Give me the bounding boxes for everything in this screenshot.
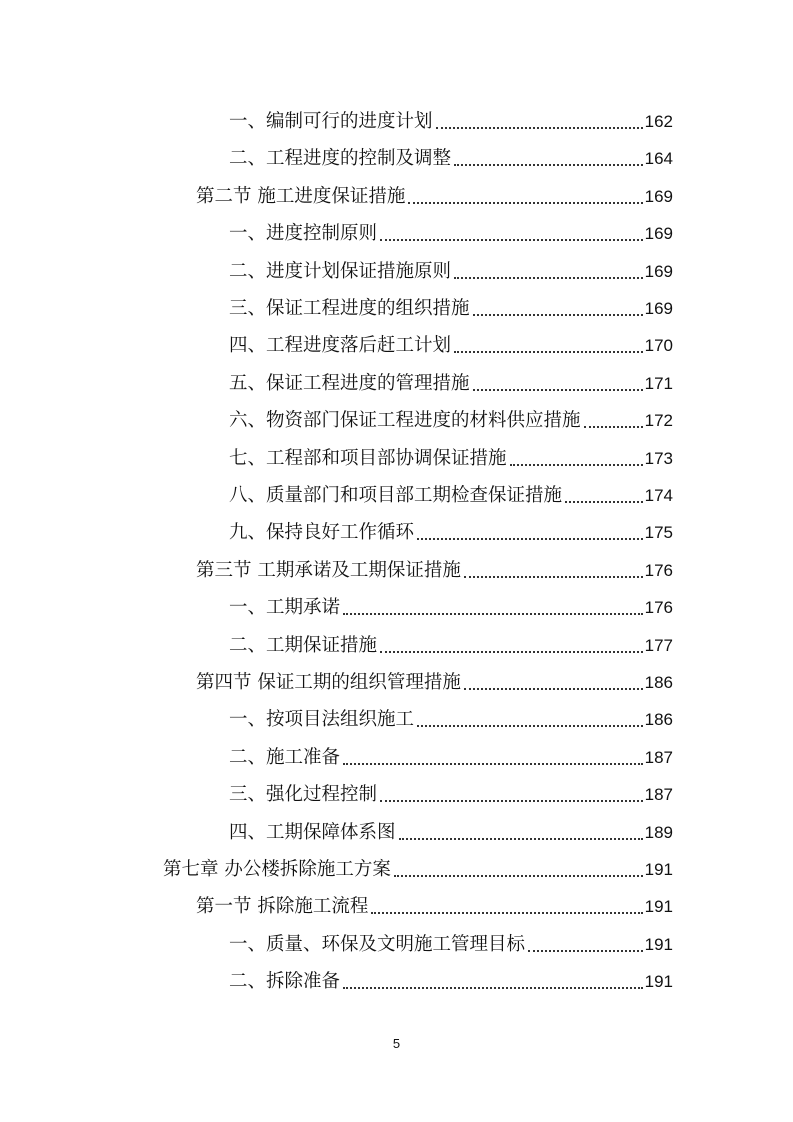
- dot-leader: [394, 874, 643, 877]
- toc-entry[interactable]: [196, 661, 673, 695]
- dot-leader: [454, 350, 643, 353]
- toc-entry-page: 176: [644, 598, 673, 618]
- toc-entry-title: 二、工程进度的控制及调整: [229, 148, 452, 170]
- toc-entry[interactable]: [229, 324, 673, 358]
- toc-entry-page: 169: [644, 186, 673, 206]
- toc-entry-page: 164: [644, 149, 673, 169]
- dot-leader: [454, 276, 643, 279]
- toc-entry-page: 169: [644, 261, 673, 281]
- dot-leader: [380, 650, 643, 653]
- toc-entry-title: 第三节 工期承诺及工期保证措施: [196, 559, 461, 581]
- toc-entry[interactable]: [229, 100, 673, 134]
- toc-entry-page: 170: [644, 336, 673, 356]
- toc-entry-title: 一、按项目法组织施工: [229, 709, 415, 731]
- dot-leader: [565, 500, 643, 503]
- toc-entry-title: 第一节 拆除施工流程: [196, 896, 369, 918]
- toc-entry-title: 二、工期保证措施: [229, 634, 378, 656]
- toc-entry-page: 191: [644, 934, 673, 954]
- toc-entry-title: 第七章 办公楼拆除施工方案: [163, 859, 391, 880]
- toc-entry-title: 一、编制可行的进度计划: [229, 111, 433, 132]
- toc-entry[interactable]: [229, 773, 673, 807]
- toc-entry[interactable]: [196, 885, 673, 919]
- toc-entry[interactable]: [229, 212, 673, 246]
- toc-entry-page: 191: [644, 897, 673, 917]
- toc-entry[interactable]: [163, 848, 673, 882]
- dot-leader: [436, 126, 643, 129]
- dot-leader: [473, 388, 643, 391]
- dot-leader: [528, 949, 643, 952]
- toc-entry-title: 第二节 施工进度保证措施: [196, 185, 406, 207]
- toc-entry[interactable]: [229, 624, 673, 658]
- dot-leader: [380, 799, 643, 802]
- toc-entry[interactable]: [229, 137, 673, 171]
- toc-entry-page: 174: [644, 486, 673, 505]
- dot-leader: [510, 463, 643, 466]
- toc-entry-page: 189: [644, 822, 673, 842]
- toc-entry-title: 三、强化过程控制: [229, 784, 378, 806]
- toc-entry-title: 二、施工准备: [229, 746, 341, 768]
- dot-leader: [464, 575, 643, 578]
- dot-leader: [454, 163, 643, 166]
- toc-entry-page: 191: [644, 972, 673, 992]
- dot-leader: [371, 911, 642, 914]
- toc-entry-page: 169: [644, 299, 673, 318]
- toc-entry[interactable]: [229, 287, 673, 321]
- toc-entry[interactable]: [229, 362, 673, 396]
- toc-entry[interactable]: [229, 586, 673, 620]
- toc-entry-page: 171: [644, 373, 673, 393]
- dot-leader: [380, 238, 643, 241]
- toc-entry-page: 172: [644, 411, 673, 431]
- toc-entry-page: 187: [644, 785, 673, 805]
- toc-entry-page: 191: [644, 860, 673, 879]
- dot-leader: [399, 837, 643, 840]
- toc-entry[interactable]: [229, 960, 673, 994]
- toc-entry[interactable]: [229, 399, 673, 433]
- toc-entry-title: 八、质量部门和项目部工期检查保证措施: [229, 485, 563, 506]
- toc-entry-page: 187: [644, 747, 673, 767]
- dot-leader: [464, 687, 643, 690]
- toc-entry[interactable]: [229, 437, 673, 471]
- toc-entry[interactable]: [229, 698, 673, 732]
- toc-entry[interactable]: [229, 250, 673, 284]
- toc-entry-page: 176: [644, 560, 673, 580]
- toc-entry-page: 177: [644, 635, 673, 655]
- toc-entry-title: 九、保持良好工作循环: [229, 522, 415, 544]
- toc-entry[interactable]: [229, 474, 673, 508]
- toc-entry-title: 第四节 保证工期的组织管理措施: [196, 672, 461, 693]
- toc-entry-page: 173: [644, 448, 673, 468]
- toc-entry[interactable]: [196, 175, 673, 209]
- dot-leader: [417, 537, 643, 540]
- toc-entry-title: 四、工程进度落后赶工计划: [229, 335, 452, 357]
- dot-leader: [343, 762, 643, 765]
- toc-entry-page: 162: [644, 112, 673, 131]
- toc-entry-page: 186: [644, 673, 673, 692]
- toc-entry-title: 六、物资部门保证工程进度的材料供应措施: [229, 410, 581, 432]
- toc-entry-page: 186: [644, 710, 673, 730]
- toc-entry-title: 七、工程部和项目部协调保证措施: [229, 447, 507, 469]
- page-number: 5: [392, 1036, 401, 1051]
- toc-entry-title: 五、保证工程进度的管理措施: [229, 372, 470, 394]
- toc-entry-page: 175: [644, 523, 673, 543]
- toc-entry-title: 二、拆除准备: [229, 971, 341, 993]
- toc-entry-title: 四、工期保障体系图: [229, 821, 396, 843]
- toc-entry-title: 二、进度计划保证措施原则: [229, 260, 452, 282]
- dot-leader: [584, 425, 643, 428]
- toc-entry[interactable]: [229, 511, 673, 545]
- toc-entry-title: 三、保证工程进度的组织措施: [229, 298, 470, 319]
- dot-leader: [343, 612, 643, 615]
- toc-entry[interactable]: [229, 736, 673, 770]
- toc-entry-title: 一、质量、环保及文明施工管理目标: [229, 933, 526, 955]
- dot-leader: [473, 313, 643, 316]
- toc-entry[interactable]: [229, 923, 673, 957]
- toc-entry-page: 169: [644, 224, 673, 244]
- dot-leader: [343, 986, 643, 989]
- toc-entry-title: 一、进度控制原则: [229, 223, 378, 245]
- dot-leader: [408, 201, 642, 204]
- toc-entry[interactable]: [196, 549, 673, 583]
- toc-entry-title: 一、工期承诺: [229, 597, 341, 619]
- toc-entry[interactable]: [229, 811, 673, 845]
- dot-leader: [417, 724, 643, 727]
